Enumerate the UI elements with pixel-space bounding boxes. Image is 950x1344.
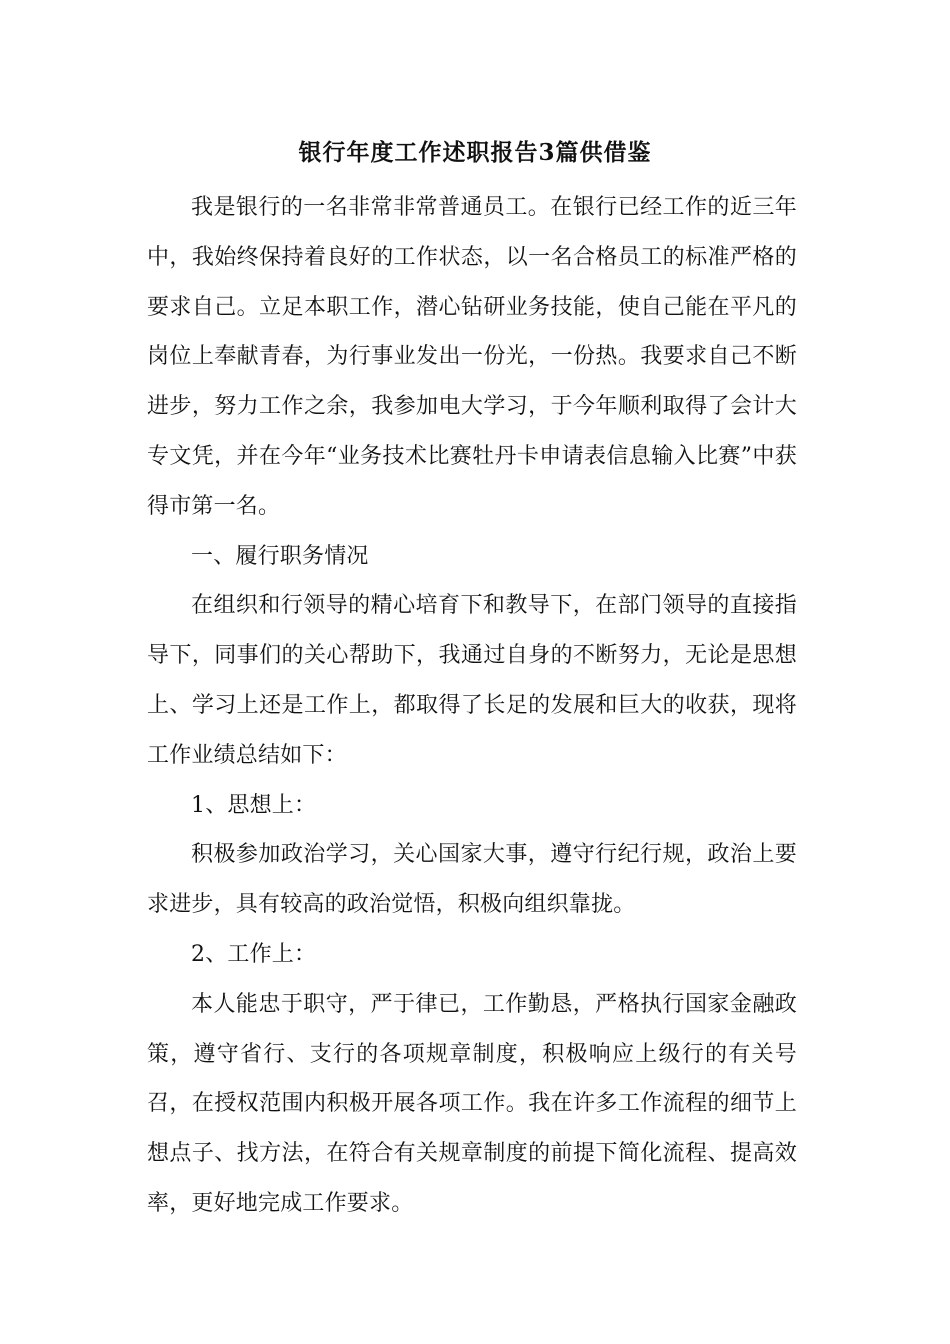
document-body (147, 183, 797, 1229)
paragraph-duties: 在组织和行领导的精心培育下和教导下，在部门领导的直接指导下，同事们的关心帮助下，我通过自身的不断努力，无论是思想上、学习上还是工作上，都取得了长足的发展和巨大的收获，现将工作业绩总结如下： (147, 593, 797, 768)
document-title: 银行年度工作述职报告3篇供借鉴 (298, 139, 652, 166)
paragraph-intro: 我是银行的一名非常非常普通员工。在银行已经工作的近三年中，我始终保持着良好的工作状态，以一名合格员工的标准严格的要求自己。立足本职工作，潜心钻研业务技能，使自己能在平凡的岗位上奉献青春，为行事业发出一份光，一份热。我要求自己不断进步，努力工作之余，我参加电大学习，于今年顺利取得了会计大专文凭，并在今年“业务技术比赛牡丹卡申请表信息输入比赛”中获得市第一名。 (147, 195, 797, 519)
paragraph-thought: 积极参加政治学习，关心国家大事，遵守行纪行规，政治上要求进步，具有较高的政治觉悟，积极向组织靠拢。 (147, 842, 797, 918)
section-heading-duties: 一、履行职务情况 (191, 543, 369, 569)
subheading-thought: 1、思想上： (191, 792, 317, 818)
subheading-work: 2、工作上： (191, 941, 317, 967)
paragraph-work: 本人能忠于职守，严于律已，工作勤恳，严格执行国家金融政策，遵守省行、支行的各项规章制度，积极响应上级行的有关号召，在授权范围内积极开展各项工作。我在许多工作流程的细节上想点子、找方法，在符合有关规章制度的前提下简化流程、提高效率，更好地完成工作要求。 (147, 991, 797, 1216)
